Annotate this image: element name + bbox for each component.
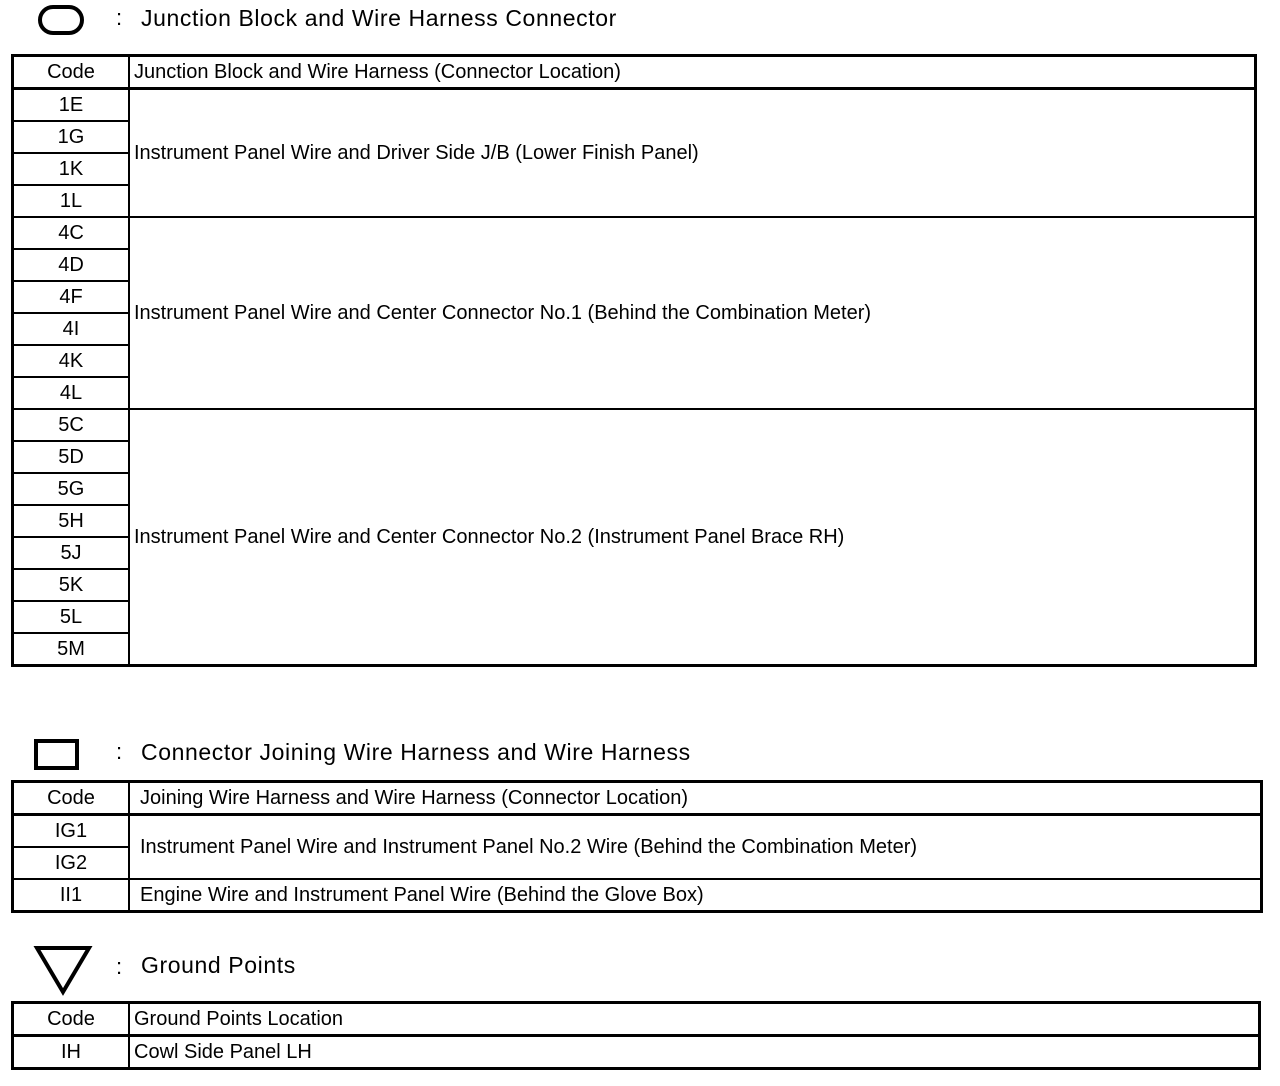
code-cell: IH (13, 1036, 130, 1069)
location-cell: Instrument Panel Wire and Driver Side J/B (Lower Finish Panel) (129, 89, 1256, 218)
location-cell: Instrument Panel Wire and Center Connector No.1 (Behind the Combination Meter) (129, 217, 1256, 409)
junction-colon: : (116, 5, 123, 30)
code-cell: 4I (13, 313, 130, 345)
junction-header-code: Code (13, 56, 130, 89)
ground-colon: : (116, 954, 123, 979)
junction-heading (0, 0, 1280, 40)
ground-heading (0, 944, 1280, 984)
code-cell: 4C (13, 217, 130, 249)
code-cell: 5K (13, 569, 130, 601)
code-cell: 4K (13, 345, 130, 377)
code-cell: 5L (13, 601, 130, 633)
rectangle-icon (33, 738, 81, 772)
code-cell: 4D (13, 249, 130, 281)
code-cell: 4L (13, 377, 130, 409)
joining-table (11, 780, 1263, 913)
junction-title: Junction Block and Wire Harness Connector (141, 5, 617, 31)
code-cell: 1K (13, 153, 130, 185)
down-triangle-icon (33, 944, 93, 996)
rounded-rectangle-icon (37, 4, 85, 36)
joining-title: Connector Joining Wire Harness and Wire Harness (141, 739, 691, 765)
code-cell: 5C (13, 409, 130, 441)
ground-header-code: Code (13, 1003, 130, 1036)
junction-table (11, 54, 1257, 667)
code-cell: 1G (13, 121, 130, 153)
code-cell: 4F (13, 281, 130, 313)
location-cell: Cowl Side Panel LH (129, 1036, 1260, 1069)
ground-title: Ground Points (141, 952, 296, 978)
location-cell: Engine Wire and Instrument Panel Wire (Behind the Glove Box) (129, 879, 1262, 912)
joining-colon: : (116, 739, 123, 764)
code-cell: 1L (13, 185, 130, 217)
location-cell: Instrument Panel Wire and Instrument Panel No.2 Wire (Behind the Combination Meter) (129, 815, 1262, 880)
code-cell: IG1 (13, 815, 130, 848)
joining-header-location: Joining Wire Harness and Wire Harness (Connector Location) (129, 782, 1262, 815)
code-cell: IG2 (13, 847, 130, 879)
ground-header-location: Ground Points Location (129, 1003, 1260, 1036)
joining-heading (0, 734, 1280, 774)
code-cell: 1E (13, 89, 130, 122)
code-cell: 5J (13, 537, 130, 569)
code-cell: 5H (13, 505, 130, 537)
code-cell: 5G (13, 473, 130, 505)
ground-table (11, 1001, 1261, 1070)
code-cell: 5D (13, 441, 130, 473)
joining-header-code: Code (13, 782, 130, 815)
code-cell: II1 (13, 879, 130, 912)
junction-header-location: Junction Block and Wire Harness (Connector Location) (129, 56, 1256, 89)
location-cell: Instrument Panel Wire and Center Connector No.2 (Instrument Panel Brace RH) (129, 409, 1256, 666)
code-cell: 5M (13, 633, 130, 666)
